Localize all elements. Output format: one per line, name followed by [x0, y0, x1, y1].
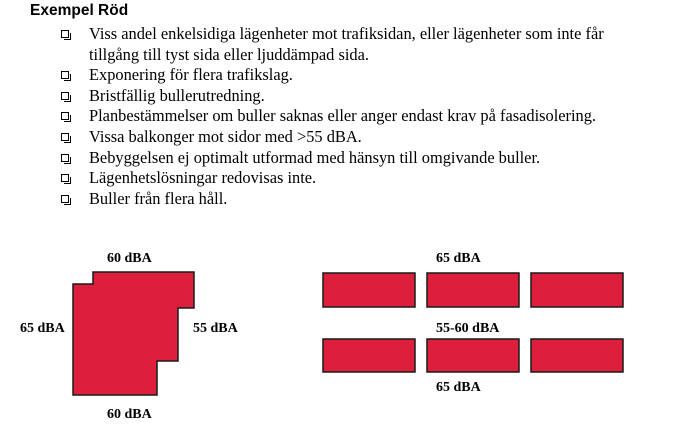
- list-item-text: Lägenhetslösningar redovisas inte.: [89, 168, 317, 188]
- list-item-text: Vissa balkonger mot sidor med >55 dBA.: [89, 126, 362, 146]
- noise-label-right: 55 dBA: [193, 321, 238, 336]
- noise-label-bottom: 60 dBA: [107, 407, 152, 422]
- noise-label-bottom: 65 dBA: [436, 380, 481, 395]
- block-building-shape: [73, 272, 194, 395]
- list-item-text: Exponering för flera trafikslag.: [89, 65, 293, 85]
- list-item-text: Planbestämmelser om buller saknas eller anger endast krav på fasadisolering.: [89, 106, 597, 126]
- noise-label-top: 60 dBA: [107, 251, 152, 266]
- row-building: [427, 273, 519, 307]
- section-heading: Exempel Röd: [30, 2, 129, 19]
- row-building: [323, 273, 415, 307]
- noise-label-top: 65 dBA: [436, 251, 481, 266]
- list-item-text: Bristfällig bullerutredning.: [89, 85, 265, 105]
- list-item-text: Viss andel enkelsidiga lägenheter mot trafiksidan, eller lägenheter som inte får tillgång till tyst sida eller ljuddämpad sida.: [89, 24, 604, 64]
- row-building: [531, 339, 623, 372]
- noise-label-middle: 55-60 dBA: [436, 321, 500, 336]
- row-building: [323, 339, 415, 372]
- list-item-text: Bebyggelsen ej optimalt utformad med hänsyn till omgivande buller.: [89, 147, 541, 167]
- row-building: [427, 339, 519, 372]
- noise-label-left: 65 dBA: [20, 321, 65, 336]
- list-item-text: Buller från flera håll.: [89, 188, 228, 208]
- row-building: [531, 273, 623, 307]
